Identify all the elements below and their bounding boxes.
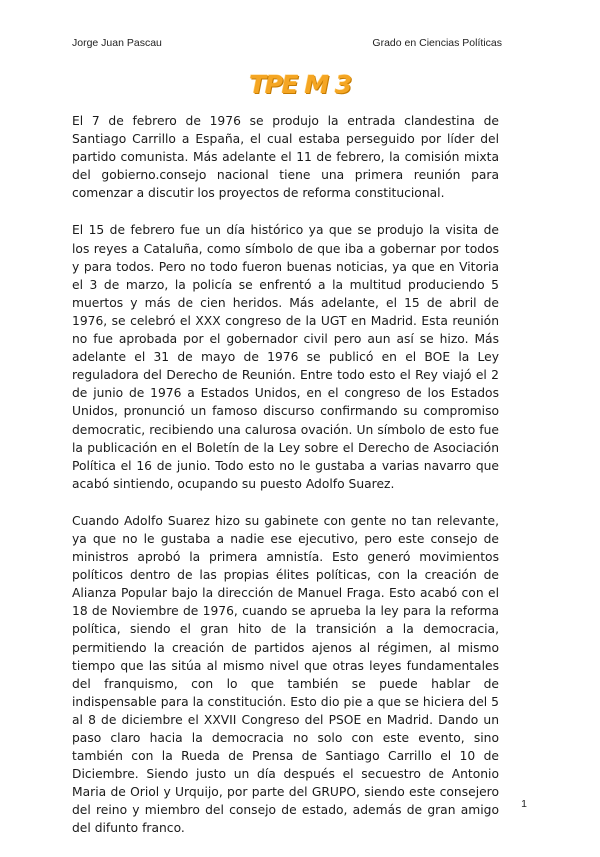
page-header [72,37,502,51]
document-body [72,112,499,857]
header-course: Grado en Ciencias Políticas [372,37,502,49]
paragraph: El 15 de febrero fue un día histórico ya que se produjo la visita de los reyes a Cataluña, como símbolo de que iba a gobernar por todos y para todos. Pero no todo fueron buenas noticias, ya que en Vitoria el 3 de marzo, la policía se enfrentó a la multitud produciendo 5 muertos y más de cien heridos. Más adelante, el 15 de abril de 1976, se celebró el XXX congreso de la UGT en Madrid. Esta reunión no fue aprobada por el gobernador civil pero aun así se hizo. Más adelante el 31 de mayo de 1976 se publicó en el BOE la Ley reguladora del Derecho de Reunión. Entre todo esto el Rey viajó el 2 de junio de 1976 a Estados Unidos, en el congreso de los Estados Unidos, pronunció un famoso discurso confirmando su compromiso democratic, recibiendo una calurosa ovación. Un símbolo de esto fue la publicación en el Boletín de la Ley sobre el Derecho de Asociación Política el 16 de junio. Todo esto no le gustaba a varias navarro que acabó sintiendo, ocupando su puesto Adolfo Suarez. [72,223,499,491]
page-number: 1 [521,798,527,810]
header-author: Jorge Juan Pascau [72,37,162,49]
paragraph: El 7 de febrero de 1976 se produjo la entrada clandestina de Santiago Carrillo a España, el cual estaba perseguido por líder del partido comunista. Más adelante el 11 de febrero, la comisión mixta del gobierno.consejo nacional tiene una primera reunión para comenzar a discutir los proyectos de reforma constitucional. [72,114,499,201]
document-title: TPE M 3 [249,70,351,99]
paragraph: Cuando Adolfo Suarez hizo su gabinete con gente no tan relevante, ya que no le gustaba a nadie ese ejecutivo, pero este consejo de ministros aprobó la primera amnistía. Esto generó movimientos políticos dentro de las propias élites políticas, con la creación de Alianza Popular bajo la dirección de Manuel Fraga. Esto acabó con el 18 de Noviembre de 1976, cuando se aprueba la ley para la reforma política, siendo el gran hito de la transición a la democracia, permitiendo la creación de partidos ajenos al régimen, al mismo tiempo que las sitúa al mismo nivel que otras leyes fundamentales del franquismo, con lo que también se puede hablar de indispensable para la constitución. Esto dio pie a que se hiciera del 5 al 8 de diciembre el XXVII Congreso del PSOE en Madrid. Dando un paso claro hacia la democracia no solo con este evento, sino también con la Rueda de Prensa de Santiago Carrillo el 10 de Diciembre. Siendo justo un día después el secuestro de Antonio Maria de Oriol y Urquijo, por parte del GRUPO, siendo este consejero del reino y miembro del consejo de estado, además de gran amigo del difunto franco. [72,513,499,836]
